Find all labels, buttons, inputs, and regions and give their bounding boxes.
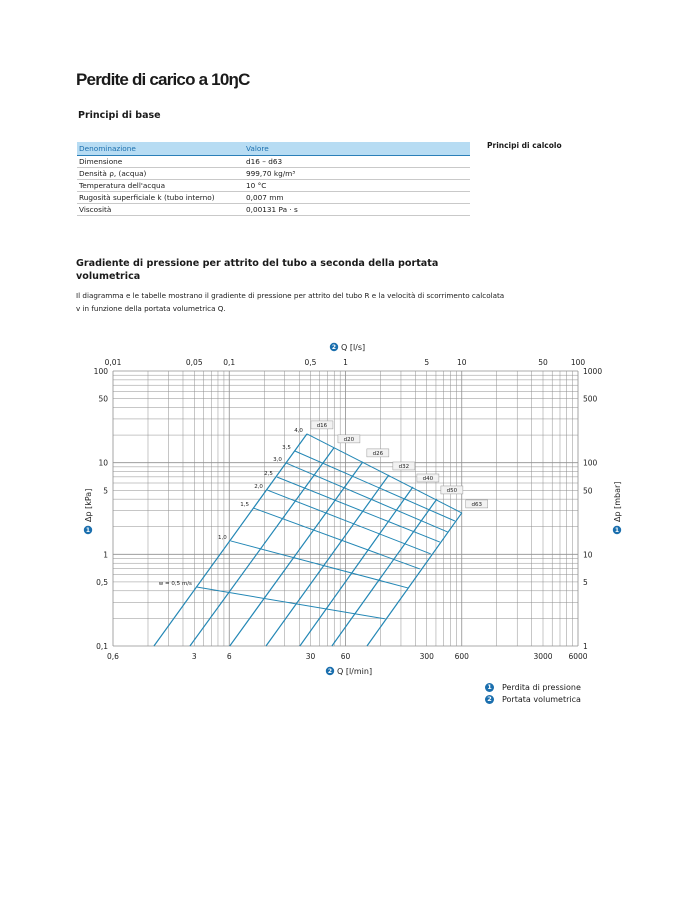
legend-badge: 1 [485, 683, 494, 692]
right-axis-title: Δp [mbar] [613, 481, 622, 522]
diameter-line-d63 [367, 513, 462, 646]
bottom-tick-label: 3 [191, 652, 197, 661]
top-tick-label: 0,5 [304, 358, 317, 367]
velocity-label: 3,0 [273, 456, 282, 463]
legend-label: Portata volumetrica [502, 695, 581, 704]
right-tick-label: 500 [583, 394, 598, 404]
diameter-label: d40 [422, 475, 434, 482]
cell: Densità ρ, (acqua) [77, 168, 244, 180]
right-tick-label: 1 [583, 642, 588, 651]
diameter-label: d20 [343, 436, 355, 443]
left-tick-label: 0,5 [96, 577, 108, 587]
diameter-label: d16 [316, 422, 328, 429]
bottom-tick-label: 6000 [568, 652, 588, 661]
top-tick-label: 100 [570, 358, 586, 367]
left-tick-label: 10 [98, 458, 108, 468]
chart-section-heading: Gradiente di pressione per attrito del tubo a seconda della portata volumetrica [76, 258, 439, 282]
left-axis-title-group [84, 489, 93, 522]
cell: d16 – d63 [244, 156, 470, 168]
bottom-tick-label: 30 [305, 652, 316, 661]
diameter-label: d50 [446, 487, 458, 494]
bottom-tick-label: 0,6 [107, 652, 119, 661]
left-tick-label: 100 [93, 367, 108, 376]
velocity-label: 1,5 [240, 501, 249, 508]
cell: 0,00131 Pa · s [244, 204, 470, 216]
bottom-tick-label: 60 [340, 652, 351, 661]
right-tick-label: 5 [583, 577, 588, 587]
bottom-axis-title: Q [l/min] [337, 667, 373, 676]
right-tick-label: 10 [583, 550, 593, 560]
column-header: Valore [244, 142, 470, 156]
page-title: Perdite di carico a 10ŋC [76, 70, 250, 89]
bottom-tick-label: 600 [454, 652, 469, 661]
cell: 10 °C [244, 180, 470, 192]
velocity-label: 2,0 [254, 483, 263, 490]
velocity-label: 3,5 [282, 445, 291, 452]
diameter-label: d26 [372, 450, 384, 457]
velocity-label: w = 0,5 m/s [158, 580, 192, 587]
top-tick-label: 0,1 [223, 358, 236, 367]
diameter-label: d32 [398, 463, 410, 470]
cell: Dimensione [77, 156, 244, 168]
left-tick-label: 5 [103, 486, 108, 496]
velocity-label: 1,0 [217, 534, 227, 541]
legend-badge: 2 [485, 695, 494, 704]
diameter-line-d16 [154, 434, 307, 646]
top-tick-label: 0,05 [185, 358, 203, 367]
right-axis-title-group [613, 482, 622, 522]
diameter-label: d63 [471, 501, 482, 508]
velocity-line [196, 587, 385, 619]
velocity-line [286, 463, 448, 532]
left-tick-label: 0,1 [96, 642, 108, 651]
column-header: Denominazione [77, 142, 244, 156]
velocity-label: 4,0 [294, 427, 303, 434]
legend-label: Perdita di pressione [502, 683, 581, 692]
velocity-label: 2,5 [264, 470, 273, 477]
right-tick-label: 50 [583, 486, 593, 496]
cell: Temperatura dell'acqua [77, 180, 244, 192]
right-tick-label: 1000 [583, 367, 603, 376]
left-tick-label: 1 [103, 550, 108, 560]
bottom-tick-label: 6 [226, 652, 232, 661]
legend-item [485, 695, 581, 704]
legend-item [485, 683, 581, 692]
section-subtitle: Principi di base [78, 110, 161, 121]
chart-description: Il diagramma e le tabelle mostrano il gradiente di pressione per attrito del tubo R e la velocità di scorrimento calcolata v in funzione della portata volumetrica Q. [76, 291, 505, 313]
top-axis-title: Q [l/s] [341, 343, 366, 352]
top-tick-label: 0,01 [104, 358, 122, 367]
velocity-line [231, 541, 408, 588]
axis-badge-number: 2 [331, 344, 337, 352]
top-tick-label: 50 [538, 358, 548, 367]
diameter-line-d20 [190, 448, 334, 646]
cell: 0,007 mm [244, 192, 470, 204]
top-tick-label: 5 [424, 358, 430, 367]
axis-badge-number: 1 [614, 527, 620, 535]
calc-heading: Principi di calcolo [487, 141, 562, 150]
left-tick-label: 50 [98, 394, 108, 404]
left-axis-title: Δp [kPa] [84, 488, 93, 522]
top-tick-label: 1 [343, 358, 348, 367]
bottom-tick-label: 300 [419, 652, 434, 661]
right-tick-label: 100 [583, 458, 598, 468]
axis-badge-number: 2 [327, 668, 333, 676]
cell: Rugosità superficiale k (tubo interno) [77, 192, 244, 204]
top-tick-label: 10 [456, 358, 467, 367]
bottom-tick-label: 3000 [533, 652, 553, 661]
cell: 999,70 kg/m³ [244, 168, 470, 180]
cell: Viscosità [77, 204, 244, 216]
velocity-line [307, 434, 462, 513]
axis-badge-number: 1 [85, 527, 91, 535]
